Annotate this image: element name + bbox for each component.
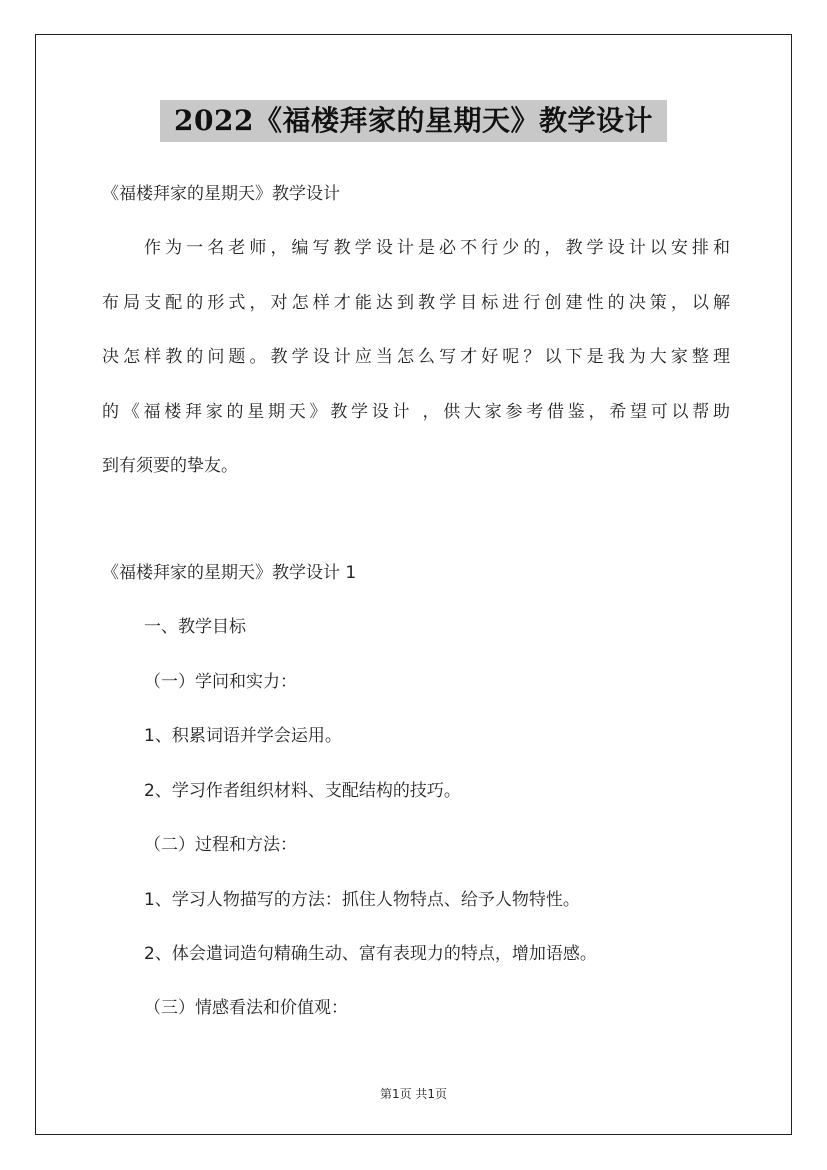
intro-line-3: 决怎样教的问题。教学设计应当怎么写才好呢？以下是我为大家整理: [102, 347, 730, 367]
page-footer: 第1页 共1页: [379, 1087, 448, 1101]
section-heading: 《福楼拜家的星期天》教学设计 1: [102, 563, 357, 583]
process-item-1: 1、学习人物描写的方法：抓住人物特点、给予人物特性。: [144, 890, 580, 910]
knowledge-item-1: 1、积累词语并学会运用。: [144, 726, 342, 746]
process-item-2: 2、体会遣词造句精确生动、富有表现力的特点，增加语感。: [144, 944, 597, 964]
title-container: [0, 100, 827, 142]
goal-heading: 一、教学目标: [144, 617, 246, 637]
subheading-process: （二）过程和方法：: [144, 835, 297, 855]
intro-line-5: 到有须要的挚友。: [102, 456, 238, 476]
document-title: 2022《福楼拜家的星期天》教学设计: [160, 100, 667, 142]
intro-line-4: 的《福楼拜家的星期天》教学设计 ，供大家参考借鉴，希望可以帮助: [102, 401, 730, 422]
subheading-knowledge: （一）学问和实力：: [144, 672, 297, 692]
subheading-attitude: （三）情感看法和价值观：: [144, 998, 348, 1018]
intro-paragraph: [102, 237, 730, 510]
intro-line-2: 布局支配的形式，对怎样才能达到教学目标进行创建性的决策，以解: [102, 292, 730, 313]
knowledge-item-2: 2、学习作者组织材料、支配结构的技巧。: [144, 781, 461, 801]
subtitle: 《福楼拜家的星期天》教学设计: [102, 184, 340, 204]
intro-line-1: 作为一名老师，编写教学设计是必不行少的，教学设计以安排和: [144, 238, 730, 258]
